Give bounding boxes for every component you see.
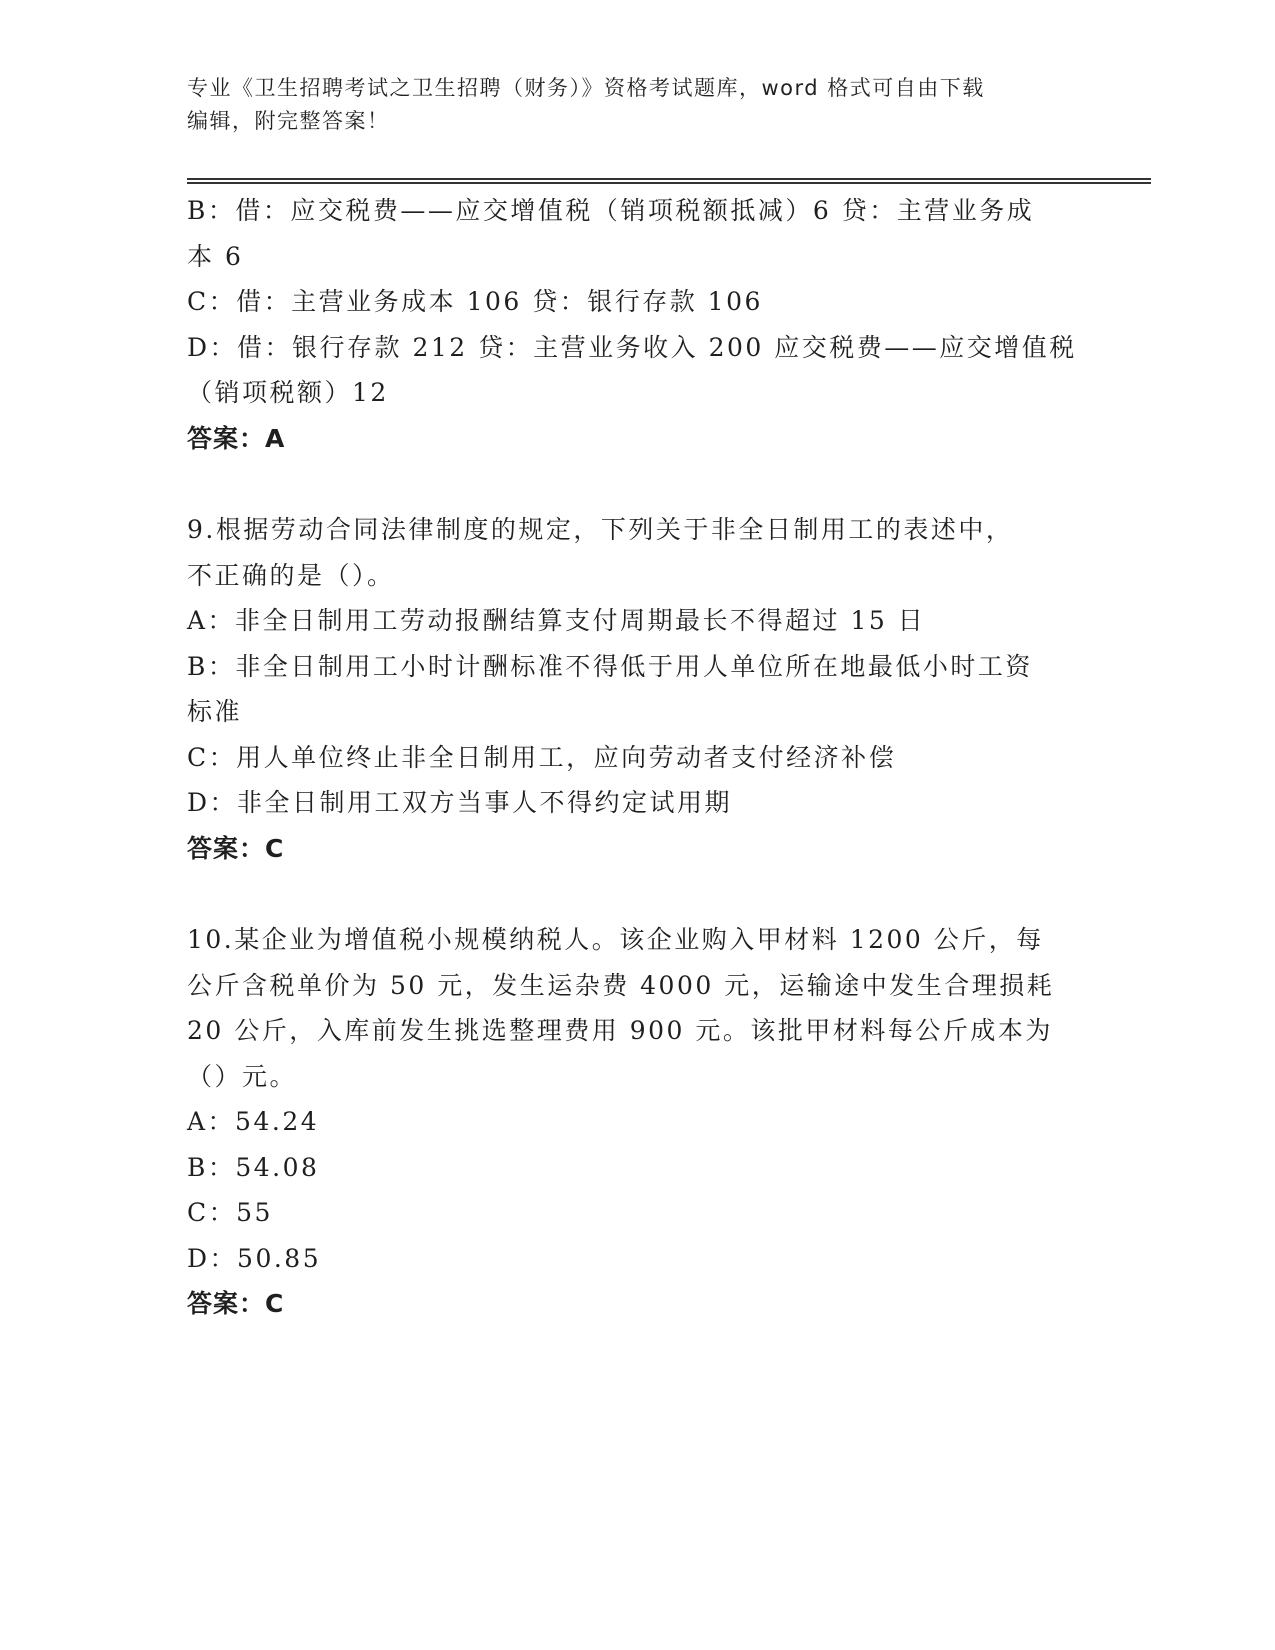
question-9 xyxy=(187,507,1087,871)
answer: 答案：C xyxy=(187,1289,285,1318)
header-line-2: 编辑，附完整答案！ xyxy=(187,109,390,133)
header-line-1: 专业《卫生招聘考试之卫生招聘（财务）》资格考试题库，word 格式可自由下载 xyxy=(187,76,985,100)
question-8-continued xyxy=(187,188,1087,461)
option-b-line-2: 本 6 xyxy=(187,241,244,271)
option-a: A：54.24 xyxy=(187,1107,320,1136)
option-d: D：非全日制用工双方当事人不得约定试用期 xyxy=(187,788,733,817)
document-header xyxy=(187,72,1067,138)
option-b-line-1: B：非全日制用工小时计酬标准不得低于用人单位所在地最低小时工资 xyxy=(187,651,1033,681)
document-body xyxy=(187,188,1087,1327)
option-c: C：借：主营业务成本 106 贷：银行存款 106 xyxy=(187,287,763,316)
question-stem-line-2: 不正确的是（）。 xyxy=(187,560,395,590)
question-stem-line-1: 10.某企业为增值税小规模纳税人。该企业购入甲材料 1200 公斤，每 xyxy=(187,925,1044,954)
option-b-line-2: 标准 xyxy=(187,697,243,726)
option-d-line-2: （销项税额）12 xyxy=(187,378,389,407)
option-c: C：55 xyxy=(187,1198,273,1227)
question-stem-line-3: 20 公斤，入库前发生挑选整理费用 900 元。该批甲材料每公斤成本为 xyxy=(187,1016,1053,1045)
option-a: A：非全日制用工劳动报酬结算支付周期最长不得超过 15 日 xyxy=(187,606,926,635)
option-b-line-1: B：借：应交税费——应交增值税（销项税额抵减）6 贷：主营业务成 xyxy=(187,196,1035,225)
answer: 答案：A xyxy=(187,423,286,453)
header-rule-bottom xyxy=(187,182,1151,184)
question-stem-line-1: 9.根据劳动合同法律制度的规定，下列关于非全日制用工的表述中， xyxy=(187,515,1014,544)
option-c: C：用人单位终止非全日制用工，应向劳动者支付经济补偿 xyxy=(187,742,897,772)
question-stem-line-4: （）元。 xyxy=(187,1061,298,1091)
question-stem-line-2: 公斤含税单价为 50 元，发生运杂费 4000 元，运输途中发生合理损耗 xyxy=(187,970,1055,1000)
option-d: D：50.85 xyxy=(187,1243,322,1273)
header-rule-top xyxy=(187,178,1151,180)
option-d-line-1: D：借：银行存款 212 贷：主营业务收入 200 应交税费——应交增值税 xyxy=(187,332,1077,362)
question-10 xyxy=(187,917,1087,1327)
answer: 答案：C xyxy=(187,833,285,863)
spacer xyxy=(187,461,1087,507)
option-b: B：54.08 xyxy=(187,1152,320,1182)
spacer xyxy=(187,871,1087,917)
